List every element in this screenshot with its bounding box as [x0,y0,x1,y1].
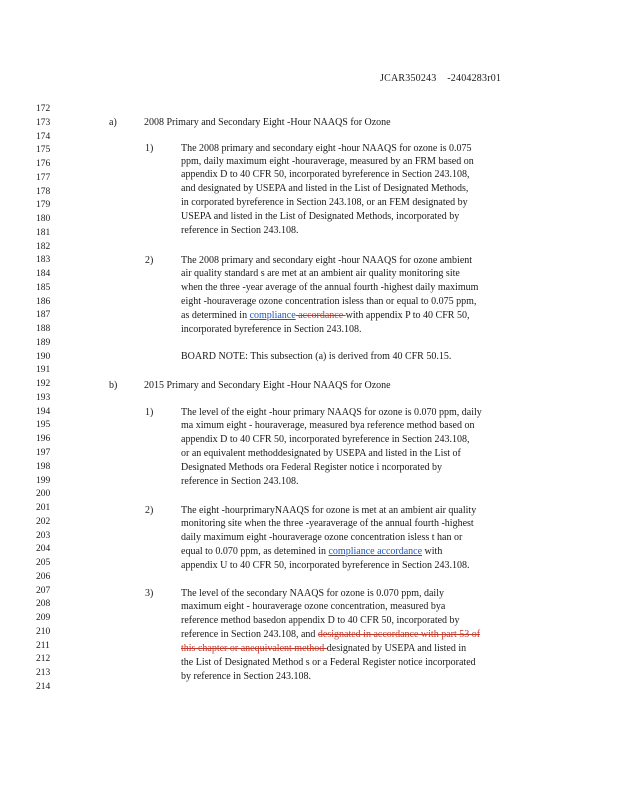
section-b-item3-line4 [181,629,480,641]
section-b-item2-line: appendix U to 40 CFR 50, incorporated byreference in Section 243.108. [181,560,470,571]
text-run: reference in Section 243.108, and [181,629,318,640]
section-b-label: b) [109,380,118,391]
line-number: 208 [36,599,51,610]
line-number: 205 [36,558,51,569]
line-number: 194 [36,406,51,417]
section-b-item1-line: or an equivalent methoddesignated by USEPA and listed in the List of [181,448,461,459]
text-run: with [422,546,443,557]
section-a-item1-line: appendix D to 40 CFR 50, incorporated byreference in Section 243.108, [181,169,470,180]
section-b-item1-line: appendix D to 40 CFR 50, incorporated byreference in Section 243.108, [181,434,470,445]
line-number: 203 [36,530,51,541]
line-number: 176 [36,159,51,170]
line-number: 214 [36,681,51,692]
line-number: 190 [36,351,51,362]
line-number: 180 [36,214,51,225]
section-b-item3-line: the List of Designated Method s or a Federal Register notice incorporated [181,657,476,668]
text-run: designated by USEPA and listed in [326,643,467,654]
section-b-item2-num: 2) [145,505,154,516]
line-number: 202 [36,516,51,527]
deleted-text: designated in accordance with part 53 of [317,629,481,640]
section-a-item2-line5 [181,310,469,322]
section-b-item3-num: 3) [145,588,154,599]
document-header [380,73,501,84]
section-b-item2-line: The eight -hourprimaryNAAQS for ozone is met at an ambient air quality [181,505,477,516]
section-a-title: 2008 Primary and Secondary Eight -Hour NAAQS for Ozone [144,117,391,128]
line-number: 201 [36,503,51,514]
line-number: 206 [36,571,51,582]
section-b-item3-line: reference method basedon appendix D to 40 CFR 50, incorporated by [181,615,460,626]
section-b-item3-line: by reference in Section 243.108. [181,671,311,682]
section-b-item3-line: maximum eight - houraverage ozone concentration, measured bya [181,601,446,612]
section-a-item2-line: air quality standard s are met at an ambient air quality monitoring site [181,268,460,279]
section-b-item1-num: 1) [145,407,154,418]
doc-revision: -2404283r01 [447,73,502,84]
text-run: with appendix P to 40 CFR 50, [345,310,470,321]
line-number: 186 [36,296,51,307]
line-number: 188 [36,324,51,335]
section-a-item1-num: 1) [145,143,154,154]
deleted-text: accordance [295,310,346,321]
line-number: 200 [36,489,51,500]
inserted-text: compliance [249,310,296,321]
line-number: 193 [36,392,51,403]
line-number: 204 [36,544,51,555]
line-number: 192 [36,379,51,390]
line-number: 198 [36,461,51,472]
section-b-item1-line: The level of the eight -hour primary NAAQS for ozone is 0.070 ppm, daily [181,407,482,418]
section-a-item1-line: in corporated byreference in Section 243.108, or an FEM designated by [181,197,468,208]
line-number: 177 [36,172,51,183]
deleted-text: this chapter or anequivalent method [181,643,327,654]
line-number: 199 [36,475,51,486]
inserted-text: compliance accordance [328,546,423,557]
line-number: 209 [36,613,51,624]
doc-id: JCAR350243 [380,73,437,84]
section-b-item2-line: monitoring site when the three -yearaverage of the annual fourth -highest [181,518,474,529]
line-number: 195 [36,420,51,431]
board-note: BOARD NOTE: This subsection (a) is derived from 40 CFR 50.15. [181,351,452,362]
section-a-label: a) [109,117,117,128]
line-number: 182 [36,241,51,252]
section-a-item1-line: reference in Section 243.108. [181,225,299,236]
line-number: 172 [36,104,51,114]
line-number: 210 [36,626,51,637]
line-number: 196 [36,434,51,445]
section-a-item1-line: The 2008 primary and secondary eight -hour NAAQS for ozone is 0.075 [181,143,472,154]
section-a-item2-num: 2) [145,255,154,266]
text-run: equal to 0.070 ppm, as detemined in [181,546,329,557]
line-number: 189 [36,337,51,348]
section-a-item1-line: USEPA and listed in the List of Designated Methods, incorporated by [181,211,460,222]
section-a-item2-line: when the three -year average of the annual fourth -highest daily maximum [181,282,479,293]
line-number: 174 [36,131,51,142]
section-b-item3-line5 [181,643,466,655]
line-number: 178 [36,186,51,197]
line-number: 185 [36,282,51,293]
section-a-item2-line: eight -houraverage ozone concentration isless than or equal to 0.075 ppm, [181,296,477,307]
section-b-item1-line: Designated Methods ora Federal Register notice i ncorporated by [181,462,443,473]
line-number: 191 [36,365,51,376]
line-number: 181 [36,227,51,238]
line-number: 211 [36,640,50,651]
section-b-item1-line: ma ximum eight - houraverage, measured bya reference method based on [181,420,475,431]
line-number: 212 [36,654,51,665]
line-number: 207 [36,585,51,596]
section-b-title: 2015 Primary and Secondary Eight -Hour NAAQS for Ozone [144,380,391,391]
line-number: 175 [36,145,51,156]
line-number: 179 [36,200,51,211]
section-b-item2-line4 [181,546,442,558]
line-number: 184 [36,269,51,280]
section-b-item2-line: daily maximum eight -houraverage ozone concentration isless t han or [181,532,463,543]
line-number: 187 [36,310,51,321]
section-b-item3-line: The level of the secondary NAAQS for ozone is 0.070 ppm, daily [181,588,444,599]
line-number: 213 [36,668,51,679]
section-b-item1-line: reference in Section 243.108. [181,476,299,487]
line-number: 173 [36,117,51,128]
section-a-item2-line: The 2008 primary and secondary eight -hour NAAQS for ozone ambient [181,255,473,266]
section-a-item2-line: incorporated byreference in Section 243.108. [181,324,362,335]
section-a-item1-line: ppm, daily maximum eight -houraverage, measured by an FRM based on [181,156,474,167]
line-number: 183 [36,255,51,266]
line-number: 197 [36,448,51,458]
section-a-item1-line: and designated by USEPA and listed in the List of Designated Methods, [181,183,469,194]
text-run: as determined in [181,310,250,321]
